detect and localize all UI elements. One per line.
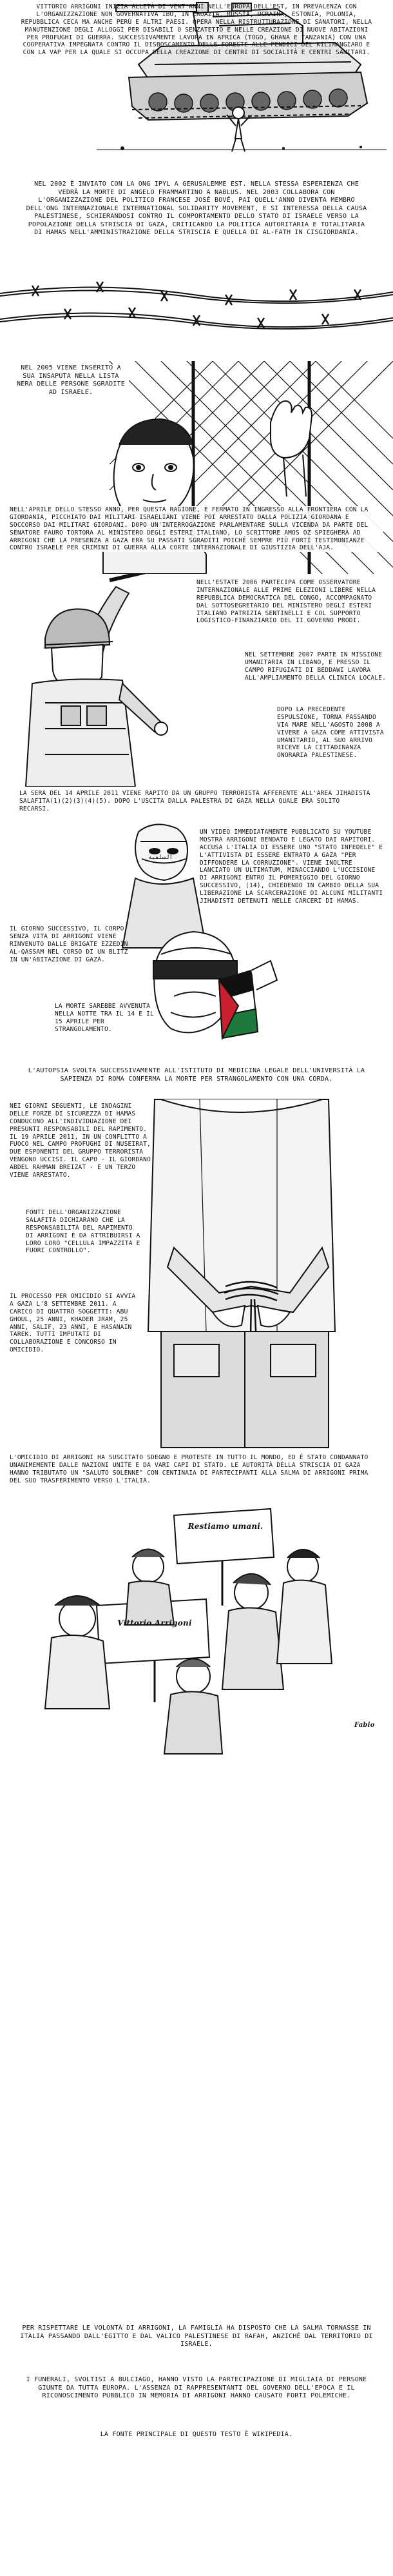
lebanon-caption: NEL SETTEMBRE 2007 PARTE IN MISSIONE UMANITARIA IN LIBANO, E PRESSO IL CAMPO RIFUGIATI DI BEDDAWI LAVORA ALL'AMPLIAMENTO DELLA CLINICA LOCALE. — [245, 651, 387, 682]
congo-caption: NELL'ESTATE 2006 PARTECIPA COME OSSERVATORE INTERNAZIONALE ALLE PRIME ELEZIONI LIBERE NELLA REPUBBLICA DEMOCRATICA DEL CONGO, ACCOMPAGNATO DAL SOTTOSEGRETARIO DEL MINISTERO DEGLI ESTERI ITALIANO PATRIZIA SENTINELLI E COL SUPPORTO LOGISTICO-FINANZIARIO DEL II GOVERNO PRODI. — [196, 579, 376, 625]
panel-autopsy — [0, 1064, 393, 1451]
sign-vittorio-arrigoni: Vittorio Arrigoni — [117, 1618, 192, 1627]
source-caption: LA FONTE PRINCIPALE DI QUESTO TESTO È WIKIPEDIA. — [100, 2431, 293, 2438]
funeral-route-caption: PER RISPETTARE LE VOLONTÀ DI ARRIGONI, LA FAMIGLIA HA DISPOSTO CHE LA SALMA TORNASSE IN ITALIA PASSANDO DALL'EGITTO E DAL VALICO PALESTINESE DI RAFAH, ANZICHÉ DAL TERRITORIO DI ISRAELE. — [20, 2325, 373, 2348]
bound-hands-illustration — [135, 1099, 393, 1448]
panel-footer — [0, 2318, 393, 2576]
salafist-sources-caption: FONTI DELL'ORGANIZZAZIONE SALAFITA DICHIARANO CHE LA RESPONSABILITÀ DEL RAPIMENTO DI ARRIGONI È DA ATTRIBUIRSI A LORO LORO "CELLULA IMPAZZITA E FUORI CONTROLLO". — [26, 1209, 140, 1255]
trial-caption: IL PROCESSO PER OMICIDIO SI AVVIA A GAZA L'8 SETTEMBRE 2011. A CARICO DI QUATTRO SOGGETTI: ABU GHOUL, 25 ANNI, KHADER JRAM, 25 ANNI, SALIF, 23 ANNI, E HASANAIN TAREK. TUTTI IMPUTATI DI COLLABORAZIONE E CONCORSO IN OMICIDIO. — [10, 1293, 136, 1354]
barbed-wire-illustration — [0, 268, 393, 345]
youtube-video-caption: UN VIDEO IMMEDIATAMENTE PUBBLICATO SU YOUTUBE MOSTRA ARRIGONI BENDATO E LEGATO DAI RAPITORI. ACCUSA L'ITALIA DI ESSERE UNO "STATO INFEDELE" E L'ATTIVISTA DI ESSERE ENTRATO A GAZA "PER DIFFONDERE LA CORRUZIONE". VIENE INOLTRE LANCIATO UN ULTIMATUM, MINACCIANDO L'UCCISIONE DI ARRIGONI ENTRO IL POMERIGGIO DEL GIORNO SUCCESSIVO, (14), CHIEDENDO IN CAMBIO DELLA SUA LIBERAZIONE LA SCARCERAZIONE DI ALCUNI MILITANTI JIHADISTI DETENUTI NELLE CARCERI DI HAMAS. — [200, 829, 383, 905]
kidnapping-caption: LA SERA DEL 14 APRILE 2011 VIENE RAPITO DA UN GRUPPO TERRORISTA AFFERENTE ALL'AREA JIHADISTA SALAFITA(1)(2)(3)(4)(5). DOPO L'USCITA DALLA PALESTRA DI GAZA NELLA QUALE ERA SOLITO RECARSI. — [19, 790, 370, 812]
wire-caption: NEL 2002 È INVIATO CON LA ONG IPYL A GERUSALEMME EST. NELLA STESSA ESPERIENZA CHE VEDRÀ LA MORTE DI ANGELO FRAMMARTINO A NABLUS. NEL 2003 COLLABORA CON L'ORGANIZZAZIONE DEL POLITICO FRANCESE JOSÉ BOVÉ, PAI QUELL'ANNO DIVENTA MEMBRO DELL'ONG INTERNAZIONALE INTERNATIONAL SOLIDARITY MOVEMENT, E SI INTERESSA DELLA CAUSA PALESTINESE, SCHIERANDOSI CONTRO IL COMPORTAMENTO DELLO STATO DI ISRAELE VERSO LA POPOLAZIONE DELLA STRISCIA DI GAZA, CRITICANDO LA POLITICA AUTORITARIA E TOTALITARIA DI HAMAS NELL'AMMINISTRAZIONE DELLA STRISCIA E QUELLA DI AL-FATH IN CISGIORDANIA. — [26, 181, 367, 236]
tank-caption: VITTORIO ARRIGONI INIZIA ALLETÀ DI VENT'ANNI NELL'EUROPA DELL'EST, IN PREVALENZA CON L'ORGANIZZAZIONE NON GOVERNATIVA IBO, IN CROAZIA, RUSSIA, UCRAINA, ESTONIA, POLONIA, REPUBBLICA CECA MA ANCHE PERÙ E ALTRI PAESI. OPERA NELLA RISTRUTTURAZIONE DI SANATORI, NELLA MANUTENZIONE DEGLI ALLOGGI PER DISABILI O SENZATETTO E NELLE CREAZIONE DI NUOVE ABITAZIONI PER PROFUGHI DI GUERRA. SUCCESSIVAMENTE LAVORA IN AFRICA (TOGO, GHANA E TANZANIA) CON UNA COOPERATIVA IMPEGNATA CONTRO IL DISBOSCAMENTO DELLE FORESTE ALLE PENDICI DEL KILIMANGIARO E CON LA VAP PER LA QUALE SI OCCUPA DELLA CREAZIONE DI CENTRI DI SOCIALITÀ E CENTRI SANITARI. — [21, 3, 372, 57]
autopsy-caption: L'AUTOPSIA SVOLTA SUCCESSIVAMENTE ALL'ISTITUTO DI MEDICINA LEGALE DELL'UNIVERSITÀ LA SAPIENZA DI ROMA CONFERMA LA MORTE PER STRANGOLAMENTO CON UNA CORDA. — [28, 1067, 365, 1083]
soldier-illustration — [0, 574, 213, 787]
panel-children — [0, 1451, 393, 2318]
panel-fence — [0, 361, 393, 574]
gaza-return-caption: DOPO LA PRECEDENTE ESPULSIONE, TORNA PASSANDO VIA MARE NELL'AGOSTO 2008 A VIVERE A GAZA COME ATTIVISTA UMANITARIO, AL SUO ARRIVO RICEVE LA CITTADINANZA ONORARIA PALESTINESE. — [277, 706, 384, 760]
funerals-caption: I FUNERALI, SVOLTISI A BULCIAGO, HANNO VISTO LA PARTECIPAZIONE DI MIGLIAIA DI PERSONE GIUNTE DA TUTTA EUROPA. L'ASSENZA DI RAPPRESENTANTI DEL GOVERNO DELL'EPOCA E IL RICONOSCIMENTO PUBBLICO IN MEMORIA DI ARRIGONI HANNO CAUSATO FORTI POLEMICHE. — [26, 2376, 367, 2399]
sign-restiamo-umani: Restiamo umani. — [187, 1522, 264, 1531]
panel-barbed-wire — [0, 155, 393, 361]
artist-signature: Fabio — [354, 1722, 375, 1729]
death-time-caption: LA MORTE SAREBBE AVVENUTA NELLA NOTTE TRA IL 14 E IL 15 APRILE PER STRANGOLAMENTO. — [55, 1003, 154, 1033]
captor-head-text: السلفية — [148, 854, 173, 861]
investigation-caption: NEI GIORNI SEGUENTI, LE INDAGINI DELLE FORZE DI SICUREZZA DI HAMAS CONDUCONO ALL'INDIVIDUAZIONE DEI PRESUNTI RESPONSABILI DEL RAPIMENTO. IL 19 APRILE 2011, IN UN CONFLITTO A FUOCO NEL CAMPO PROFUGHI DI NUSEIRAT, DUE ESPONENTI DEL GRUPPO TERRORISTA VENGONO UCCISI. IL CAPO - IL GIORDANO ABDEL RAHMAN BREIZAT - E UN TERZO VIENE ARRESTATO. — [10, 1103, 151, 1179]
panel-hostage — [0, 787, 393, 1064]
jordan-border-caption: NELL'APRILE DELLO STESSO ANNO, PER QUESTA RAGIONE, È FERMATO IN INGRESSO ALLA FRONTIERA CON LA GIORDANIA, PICCHIATO DAI MILITARI ISRAELIANI VIENE POI ARRESTATO DALLA POLIZIA GIORDANA E SOCCORSO DAI MILITARI GIORDANI. DOPO UN'INTERROGAZIONE PARLAMENTARE SULLA VICENDA DA PARTE DEL SENATORE FAURO TORTORA AL MINISTERO DEGLI ESTERI ITALIANO, LO SCRITTORE AMOS OZ SPIEGHERÀ AD ARRIGONI CHE LA PRESENZA A GAZA ERA SU PASSATI SGRADITI POICHÉ SEMPRE PIÙ FORTI TESTIMONIANZE CONTRO ISRAELE PER CRIMINI DI GUERRA ALLA CORTE INTERNAZIONALE DI GIUSTIZIA DELL'AJA. — [10, 506, 383, 552]
body-found-caption: IL GIORNO SUCCESSIVO, IL CORPO SENZA VITA DI ARRIGONI VIENE RINVENUTO DALLE BRIGATE EZZEDIN AL-QASSAM NEL CORSO DI UN BLITZ IN UN'ABITAZIONE DI GAZA. — [10, 925, 128, 963]
children-illustration — [0, 1496, 393, 2076]
panel-soldier — [0, 574, 393, 787]
reactions-caption: L'OMICIDIO DI ARRIGONI HA SUSCITATO SDEGNO E PROTESTE IN TUTTO IL MONDO, ED È STATO CONDANNATO UNANIMEMENTE DALLE NAZIONI UNITE E DA VARI CAPI DI STATO. LE AUTORITÀ DELLA STRISCIA DI GAZA HANNO TRIBUTATO UN "SALUTO SOLENNE" CON CENTINAIA DI PARTECIPANTI ALLA SALMA DI ARRIGONI PRIMA DEL SUO TRASFERIMENTO VERSO L'ITALIA. — [10, 1454, 369, 1484]
blacklist-caption: NEL 2005 VIENE INSERITO A SUA INSAPUTA NELLA LISTA NERA DELLE PERSONE SGRADITE AD ISRAELE. — [13, 364, 129, 397]
